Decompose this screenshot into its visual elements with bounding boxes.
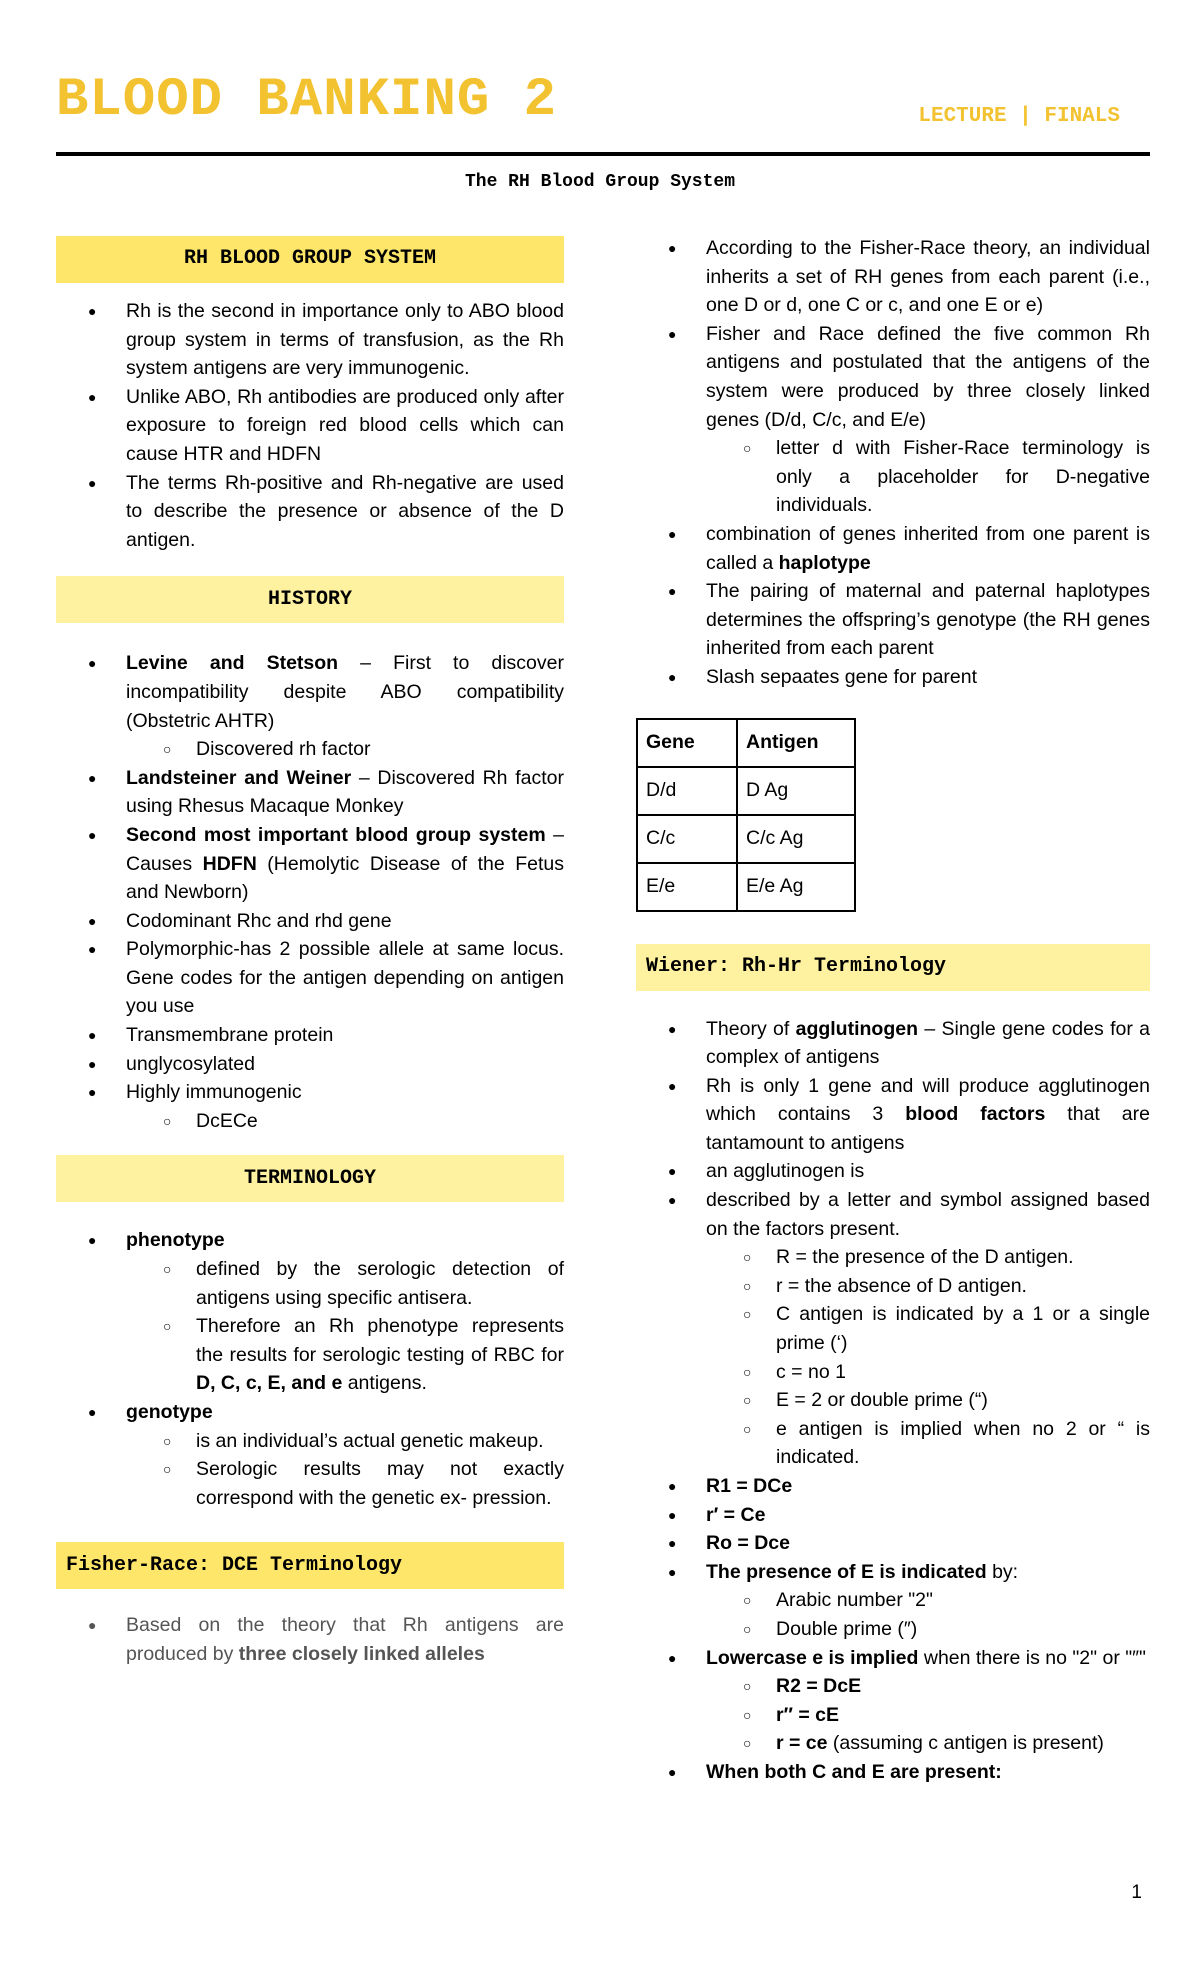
fisher-race-list [56,1611,564,1668]
list-item: ● an agglutinogen is [636,1157,1150,1186]
list-item [636,520,1150,577]
sub-list-item: ○ letter d with Fisher-Race terminology is only a placeholder for D-negative individuals. [636,434,1150,520]
table-cell: E/e Ag [737,863,855,911]
bold-term: D, C, c, E, and e [196,1372,343,1395]
section-heading-terminology: TERMINOLOGY [56,1155,564,1202]
bold-term: The presence of E is indicated [706,1560,987,1583]
list-item: ● The pairing of maternal and paternal haplotypes determines the offspring’s genotype (the RH genes inherited from each parent [636,577,1150,663]
sub-list-item: ○ r = ce (assuming c antigen is present) [636,1729,1150,1758]
table-header-row [637,719,855,767]
table-header-cell: Antigen [737,719,855,767]
table-row [637,863,855,911]
list-item [56,1611,564,1668]
bold-term: haplotype [778,551,871,574]
list-item: ● r′ = Ce [636,1501,1150,1530]
bold-term: HDFN [202,852,257,875]
sub-list-item: ○ R = the presence of the D antigen. [636,1243,1150,1272]
bold-term: Lowercase e is implied [706,1646,919,1669]
item-text: (Hemolytic Disease of the Fetus and Newborn) [126,852,564,904]
sub-list-item: ○ Discovered rh factor [56,735,564,764]
sub-list-item: ○ c = no 1 [636,1358,1150,1387]
list-item: ● Polymorphic-has 2 possible allele at same locus. Gene codes for the antigen depending on antigen you use [56,935,564,1021]
lecture-label: LECTURE | FINALS [918,105,1120,128]
item-text: Therefore an Rh phenotype represents the results for serologic testing of RBC for [196,1315,564,1366]
sub-list-item: ○ R2 = DcE [636,1672,1150,1701]
item-text: antigens. [342,1372,427,1395]
section-heading-rh-system: RH BLOOD GROUP SYSTEM [56,236,564,283]
sub-list-item: ○ defined by the serologic detection of antigens using specific antisera. [56,1255,564,1312]
fisher-race-continued-list [636,234,1150,692]
item-text: Based on the theory that Rh antigens are produced by [126,1614,564,1665]
bold-term: blood factors [905,1103,1046,1126]
list-item: ● Highly immunogenic [56,1078,564,1107]
list-item: ● described by a letter and symbol assigned based on the factors present. [636,1186,1150,1243]
list-item: ● R1 = DCe [636,1472,1150,1501]
section-heading-wiener: Wiener: Rh-Hr Terminology [636,944,1150,991]
list-item [56,1398,564,1427]
list-item: ● Lowercase e is implied when there is no "2" or "″" [636,1644,1150,1673]
list-item: ● Fisher and Race defined the five common Rh antigens and postulated that the antigens of the system were produced by three closely linked genes (D/d, C/c, and E/e) [636,320,1150,434]
gene-antigen-table [636,718,856,912]
list-item: ● unglycosylated [56,1050,564,1079]
table-cell: C/c Ag [737,815,855,863]
list-item: ● Theory of agglutinogen – Single gene codes for a complex of antigens [636,1015,1150,1072]
table-cell: E/e [637,863,737,911]
list-item [56,821,564,907]
item-text: – First to discover incompatibility despite ABO compatibility (Obstetric AHTR) [126,652,564,732]
right-column [636,234,1150,1787]
list-item: ● Codominant Rhc and rhd gene [56,907,564,936]
sub-list-item: ○ is an individual’s actual genetic makeup. [56,1427,564,1456]
list-item: ● Transmembrane protein [56,1021,564,1050]
list-item: ● The terms Rh-positive and Rh-negative are used to describe the presence or absence of the D antigen. [56,469,564,555]
list-item: ● Rh is only 1 gene and will produce agglutinogen which contains 3 blood factors that are tantamount to antigens [636,1072,1150,1158]
header-divider [56,152,1150,156]
sub-list-item: ○ Serologic results may not exactly correspond with the genetic ex- pression. [56,1455,564,1512]
table-header-cell: Gene [637,719,737,767]
sub-list-item: ○ Double prime (″) [636,1615,1150,1644]
sub-list-item: ○ C antigen is indicated by a 1 or a single prime (‘) [636,1300,1150,1357]
rh-system-list [56,297,564,554]
bold-term: phenotype [126,1229,225,1252]
sub-list-item: ○ DcECe [56,1107,564,1136]
sub-list-item: ○ r = the absence of D antigen. [636,1272,1150,1301]
list-item: ● Unlike ABO, Rh antibodies are produced only after exposure to foreign red blood cells which can cause HTR and HDFN [56,383,564,469]
table-cell: D/d [637,767,737,815]
history-list [56,649,564,1135]
page-subtitle: The RH Blood Group System [464,172,736,192]
bold-term: Second most important blood group system [126,823,546,846]
list-item: ● According to the Fisher-Race theory, an individual inherits a set of RH genes from each parent (i.e., one D or d, one C or c, and one E or e) [636,234,1150,320]
bold-term: Levine and Stetson [126,652,339,675]
wiener-list [636,1015,1150,1787]
list-item: ● When both C and E are present: [636,1758,1150,1787]
bold-term: three closely linked alleles [238,1642,485,1665]
table-row [637,767,855,815]
sub-list-item: ○ r″ = cE [636,1701,1150,1730]
section-heading-fisher-race: Fisher-Race: DCE Terminology [56,1542,564,1589]
bold-term: agglutinogen [795,1017,918,1040]
document-title: BLOOD BANKING 2 [56,70,558,131]
terminology-list [56,1226,564,1512]
sub-list-item: ○ e antigen is implied when no 2 or “ is indicated. [636,1415,1150,1472]
sub-list-item [56,1312,564,1398]
left-column [56,236,564,1669]
table-cell: D Ag [737,767,855,815]
list-item: ● Rh is the second in importance only to ABO blood group system in terms of transfusion, as the Rh system antigens are very immunogenic. [56,297,564,383]
sub-list-item: ○ Arabic number "2" [636,1586,1150,1615]
table-row [637,815,855,863]
page-number: 1 [1131,1882,1142,1903]
list-item [56,764,564,821]
list-item: ● Ro = Dce [636,1529,1150,1558]
bold-term: genotype [126,1401,213,1423]
section-heading-history: HISTORY [56,576,564,623]
list-item: ● The presence of E is indicated by: [636,1558,1150,1587]
sub-list-item: ○ E = 2 or double prime (“) [636,1386,1150,1415]
bold-term: Landsteiner and Weiner [126,766,352,789]
table-cell: C/c [637,815,737,863]
list-item: ● Slash sepaates gene for parent [636,663,1150,692]
list-item [56,1226,564,1255]
list-item [56,649,564,735]
item-text: – Causes [126,823,564,875]
bold-term: r = ce [776,1732,828,1755]
item-text: combination of genes inherited from one parent is called a [706,522,1150,574]
item-text: – Discovered Rh factor using Rhesus Macaque Monkey [126,766,564,818]
